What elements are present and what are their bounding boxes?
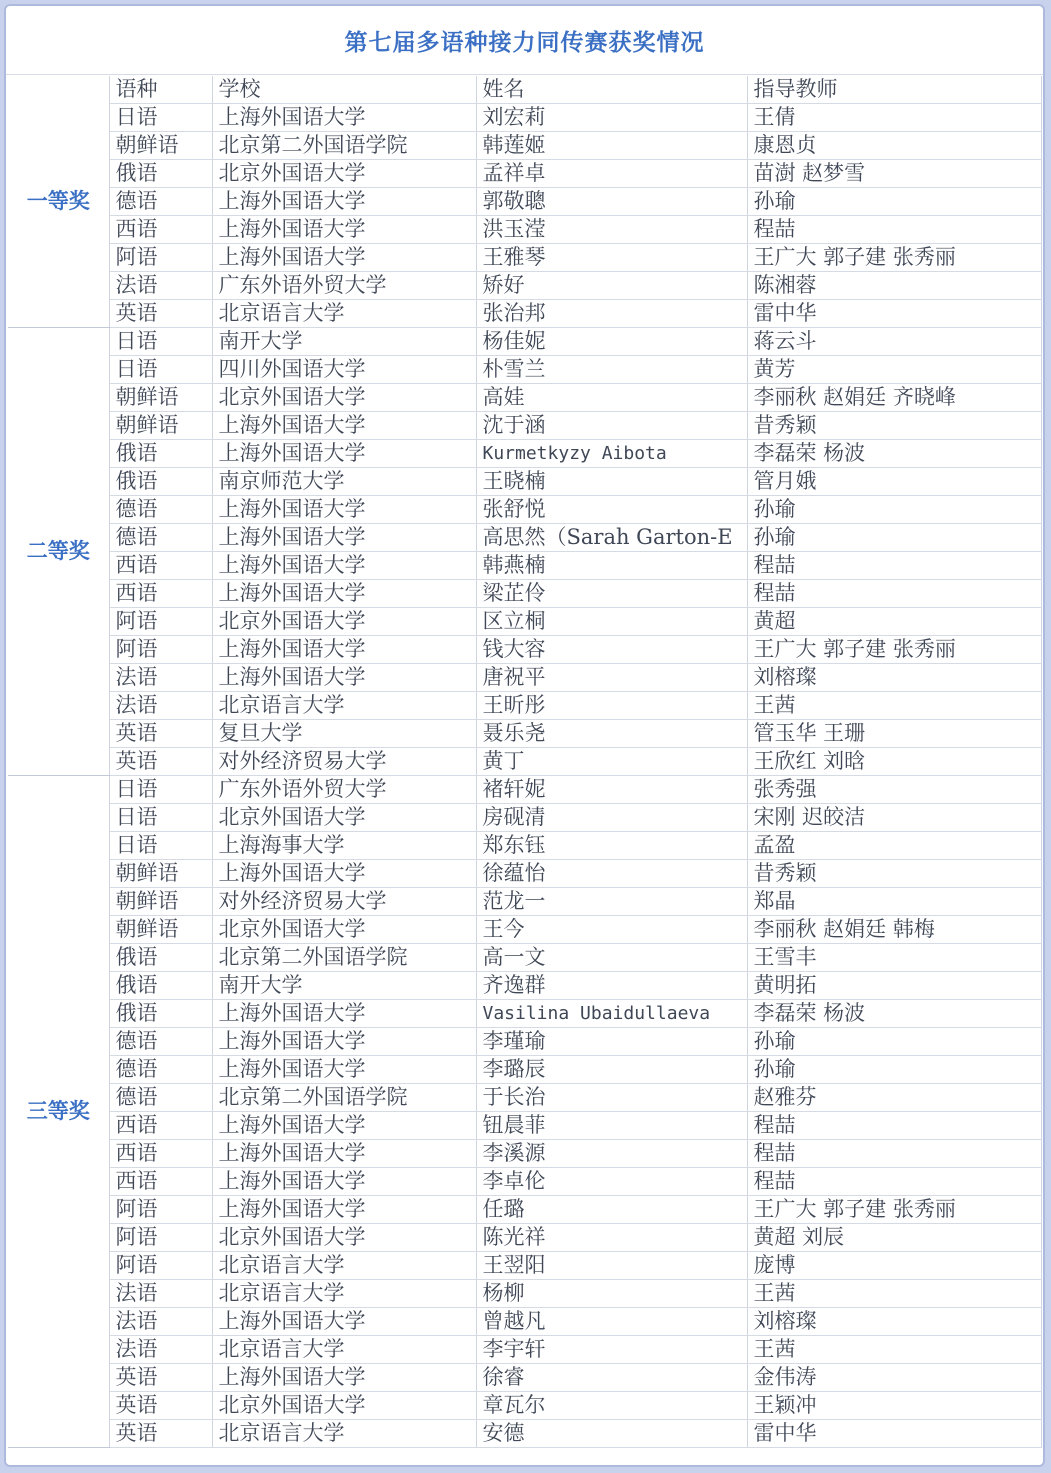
teacher-cell: 刘榕璨: [747, 664, 1041, 692]
language-cell: 日语: [109, 328, 212, 356]
school-cell: 北京外国语大学: [212, 160, 476, 188]
name-cell: 孟祥卓: [476, 160, 747, 188]
language-cell: 德语: [109, 1084, 212, 1112]
school-cell: 北京语言大学: [212, 1252, 476, 1280]
header-name: 姓名: [476, 76, 747, 104]
school-cell: 上海外国语大学: [212, 580, 476, 608]
table-row: [8, 1392, 1041, 1420]
table-row: [8, 720, 1041, 748]
table-row: [8, 888, 1041, 916]
language-cell: 俄语: [109, 440, 212, 468]
language-cell: 阿语: [109, 1224, 212, 1252]
school-cell: 上海外国语大学: [212, 1000, 476, 1028]
school-cell: 上海外国语大学: [212, 496, 476, 524]
awards-table: [8, 76, 1042, 1448]
table-row: [8, 1280, 1041, 1308]
table-row: [8, 132, 1041, 160]
school-cell: 上海外国语大学: [212, 1196, 476, 1224]
table-row: [8, 1000, 1041, 1028]
name-cell: 李瑾瑜: [476, 1028, 747, 1056]
table-row: [8, 1112, 1041, 1140]
language-cell: 阿语: [109, 636, 212, 664]
teacher-cell: 孟盈: [747, 832, 1041, 860]
table-row: [8, 216, 1041, 244]
table-row: [8, 608, 1041, 636]
name-cell: 王雅琴: [476, 244, 747, 272]
language-cell: 西语: [109, 1112, 212, 1140]
school-cell: 北京第二外国语学院: [212, 132, 476, 160]
school-cell: 北京语言大学: [212, 1280, 476, 1308]
teacher-cell: 程喆: [747, 580, 1041, 608]
language-cell: 阿语: [109, 608, 212, 636]
teacher-cell: 昔秀颖: [747, 860, 1041, 888]
language-cell: 英语: [109, 1364, 212, 1392]
teacher-cell: 蒋云斗: [747, 328, 1041, 356]
table-row: [8, 440, 1041, 468]
school-cell: 北京外国语大学: [212, 608, 476, 636]
teacher-cell: 王欣红 刘晗: [747, 748, 1041, 776]
language-cell: 西语: [109, 580, 212, 608]
name-cell: 安德: [476, 1420, 747, 1448]
table-row: [8, 580, 1041, 608]
name-cell: 钮晨菲: [476, 1112, 747, 1140]
name-cell: 刘宏莉: [476, 104, 747, 132]
name-cell: 张治邦: [476, 300, 747, 328]
teacher-cell: 程喆: [747, 1168, 1041, 1196]
teacher-cell: 王广大 郭子建 张秀丽: [747, 636, 1041, 664]
table-row: [8, 300, 1041, 328]
table-row: [8, 944, 1041, 972]
awards-table-body: [8, 76, 1041, 1448]
name-cell: 洪玉滢: [476, 216, 747, 244]
school-cell: 上海外国语大学: [212, 412, 476, 440]
table-row: [8, 692, 1041, 720]
name-cell: 王今: [476, 916, 747, 944]
name-cell: 褚轩妮: [476, 776, 747, 804]
language-cell: 德语: [109, 1028, 212, 1056]
school-cell: 北京语言大学: [212, 692, 476, 720]
table-row: [8, 1224, 1041, 1252]
teacher-cell: 雷中华: [747, 300, 1041, 328]
school-cell: 上海外国语大学: [212, 1168, 476, 1196]
name-cell: 韩燕楠: [476, 552, 747, 580]
name-cell: Kurmetkyzy Aibota: [476, 440, 747, 468]
school-cell: 上海外国语大学: [212, 1364, 476, 1392]
teacher-cell: 李磊荣 杨波: [747, 1000, 1041, 1028]
school-cell: 北京外国语大学: [212, 804, 476, 832]
name-cell: 陈光祥: [476, 1224, 747, 1252]
page-title: 第七届多语种接力同传赛获奖情况: [6, 6, 1043, 75]
table-row: [8, 328, 1041, 356]
header-language: 语种: [109, 76, 212, 104]
name-cell: 郭敬聰: [476, 188, 747, 216]
teacher-cell: 黄超 刘辰: [747, 1224, 1041, 1252]
table-row: [8, 272, 1041, 300]
school-cell: 北京语言大学: [212, 1420, 476, 1448]
school-cell: 北京外国语大学: [212, 916, 476, 944]
table-row: [8, 496, 1041, 524]
name-cell: 李溪源: [476, 1140, 747, 1168]
table-row: [8, 1056, 1041, 1084]
tier-label: 二等奖: [8, 328, 109, 776]
teacher-cell: 孙瑜: [747, 524, 1041, 552]
name-cell: 杨佳妮: [476, 328, 747, 356]
table-row: [8, 1028, 1041, 1056]
name-cell: 梁芷伶: [476, 580, 747, 608]
school-cell: 四川外国语大学: [212, 356, 476, 384]
school-cell: 上海外国语大学: [212, 1112, 476, 1140]
table-row: [8, 188, 1041, 216]
name-cell: 曾越凡: [476, 1308, 747, 1336]
teacher-cell: 郑晶: [747, 888, 1041, 916]
header-school: 学校: [212, 76, 476, 104]
language-cell: 朝鲜语: [109, 860, 212, 888]
school-cell: 北京外国语大学: [212, 1392, 476, 1420]
teacher-cell: 昔秀颖: [747, 412, 1041, 440]
school-cell: 北京第二外国语学院: [212, 944, 476, 972]
name-cell: 任璐: [476, 1196, 747, 1224]
table-row: [8, 356, 1041, 384]
teacher-cell: 李磊荣 杨波: [747, 440, 1041, 468]
school-cell: 北京语言大学: [212, 1336, 476, 1364]
school-cell: 北京语言大学: [212, 300, 476, 328]
table-row: [8, 384, 1041, 412]
language-cell: 俄语: [109, 160, 212, 188]
teacher-cell: 黄明拓: [747, 972, 1041, 1000]
table-row: [8, 832, 1041, 860]
table-row: [8, 1252, 1041, 1280]
teacher-cell: 管玉华 王珊: [747, 720, 1041, 748]
table-header-row: [8, 76, 1041, 104]
language-cell: 西语: [109, 1168, 212, 1196]
name-cell: 徐睿: [476, 1364, 747, 1392]
table-row: [8, 1168, 1041, 1196]
teacher-cell: 程喆: [747, 1140, 1041, 1168]
teacher-cell: 李丽秋 赵娟廷 齐晓峰: [747, 384, 1041, 412]
language-cell: 法语: [109, 1336, 212, 1364]
teacher-cell: 程喆: [747, 552, 1041, 580]
name-cell: 郑东钰: [476, 832, 747, 860]
teacher-cell: 康恩贞: [747, 132, 1041, 160]
name-cell: 韩莲姬: [476, 132, 747, 160]
school-cell: 上海外国语大学: [212, 216, 476, 244]
teacher-cell: 王雪丰: [747, 944, 1041, 972]
name-cell: 聂乐尧: [476, 720, 747, 748]
name-cell: 唐祝平: [476, 664, 747, 692]
language-cell: 西语: [109, 552, 212, 580]
language-cell: 俄语: [109, 944, 212, 972]
table-row: [8, 748, 1041, 776]
school-cell: 上海外国语大学: [212, 1056, 476, 1084]
table-row: [8, 468, 1041, 496]
language-cell: 英语: [109, 1392, 212, 1420]
school-cell: 上海外国语大学: [212, 664, 476, 692]
language-cell: 法语: [109, 692, 212, 720]
teacher-cell: 程喆: [747, 1112, 1041, 1140]
table-row: [8, 860, 1041, 888]
teacher-cell: 王广大 郭子建 张秀丽: [747, 244, 1041, 272]
school-cell: 上海外国语大学: [212, 1140, 476, 1168]
name-cell: 李宇轩: [476, 1336, 747, 1364]
teacher-cell: 金伟涛: [747, 1364, 1041, 1392]
language-cell: 法语: [109, 1280, 212, 1308]
teacher-cell: 张秀强: [747, 776, 1041, 804]
table-row: [8, 160, 1041, 188]
teacher-cell: 赵雅芬: [747, 1084, 1041, 1112]
table-row: [8, 1084, 1041, 1112]
name-cell: 高娃: [476, 384, 747, 412]
teacher-cell: 王茜: [747, 1280, 1041, 1308]
name-cell: 矫好: [476, 272, 747, 300]
language-cell: 德语: [109, 188, 212, 216]
language-cell: 朝鲜语: [109, 384, 212, 412]
teacher-cell: 黄芳: [747, 356, 1041, 384]
table-row: [8, 104, 1041, 132]
school-cell: 北京外国语大学: [212, 384, 476, 412]
school-cell: 南开大学: [212, 972, 476, 1000]
school-cell: 南开大学: [212, 328, 476, 356]
language-cell: 日语: [109, 356, 212, 384]
language-cell: 朝鲜语: [109, 916, 212, 944]
school-cell: 上海外国语大学: [212, 636, 476, 664]
language-cell: 阿语: [109, 1196, 212, 1224]
teacher-cell: 雷中华: [747, 1420, 1041, 1448]
school-cell: 对外经济贸易大学: [212, 748, 476, 776]
header-teacher: 指导教师: [747, 76, 1041, 104]
school-cell: 广东外语外贸大学: [212, 272, 476, 300]
teacher-cell: 程喆: [747, 216, 1041, 244]
name-cell: 区立桐: [476, 608, 747, 636]
school-cell: 北京第二外国语学院: [212, 1084, 476, 1112]
language-cell: 阿语: [109, 244, 212, 272]
language-cell: 法语: [109, 664, 212, 692]
name-cell: 沈于涵: [476, 412, 747, 440]
document-frame: [4, 4, 1045, 1467]
school-cell: 上海外国语大学: [212, 188, 476, 216]
teacher-cell: 庞博: [747, 1252, 1041, 1280]
name-cell: 徐蕴怡: [476, 860, 747, 888]
school-cell: 上海外国语大学: [212, 552, 476, 580]
teacher-cell: 王茜: [747, 1336, 1041, 1364]
table-row: [8, 1196, 1041, 1224]
table-row: [8, 776, 1041, 804]
language-cell: 西语: [109, 216, 212, 244]
table-row: [8, 804, 1041, 832]
table-row: [8, 1364, 1041, 1392]
school-cell: 上海外国语大学: [212, 1028, 476, 1056]
table-row: [8, 1420, 1041, 1448]
language-cell: 俄语: [109, 1000, 212, 1028]
table-row: [8, 524, 1041, 552]
name-cell: 于长治: [476, 1084, 747, 1112]
teacher-cell: 刘榕璨: [747, 1308, 1041, 1336]
teacher-cell: 黄超: [747, 608, 1041, 636]
language-cell: 日语: [109, 832, 212, 860]
teacher-cell: 宋刚 迟皎洁: [747, 804, 1041, 832]
table-row: [8, 1140, 1041, 1168]
table-row: [8, 664, 1041, 692]
school-cell: 上海外国语大学: [212, 1308, 476, 1336]
language-cell: 英语: [109, 720, 212, 748]
language-cell: 朝鲜语: [109, 132, 212, 160]
language-cell: 英语: [109, 300, 212, 328]
table-row: [8, 972, 1041, 1000]
language-cell: 法语: [109, 1308, 212, 1336]
table-row: [8, 1308, 1041, 1336]
language-cell: 朝鲜语: [109, 888, 212, 916]
teacher-cell: 陈湘蓉: [747, 272, 1041, 300]
teacher-cell: 管月娥: [747, 468, 1041, 496]
name-cell: 朴雪兰: [476, 356, 747, 384]
language-cell: 俄语: [109, 468, 212, 496]
name-cell: 王翌阳: [476, 1252, 747, 1280]
school-cell: 北京外国语大学: [212, 1224, 476, 1252]
teacher-cell: 李丽秋 赵娟廷 韩梅: [747, 916, 1041, 944]
name-cell: 高一文: [476, 944, 747, 972]
name-cell: Vasilina Ubaidullaeva: [476, 1000, 747, 1028]
name-cell: 范龙一: [476, 888, 747, 916]
name-cell: 王昕彤: [476, 692, 747, 720]
tier-label: 一等奖: [8, 76, 109, 328]
school-cell: 上海外国语大学: [212, 860, 476, 888]
teacher-cell: 王茜: [747, 692, 1041, 720]
school-cell: 上海外国语大学: [212, 440, 476, 468]
language-cell: 德语: [109, 524, 212, 552]
school-cell: 上海外国语大学: [212, 104, 476, 132]
language-cell: 俄语: [109, 972, 212, 1000]
name-cell: 齐逸群: [476, 972, 747, 1000]
teacher-cell: 王颖冲: [747, 1392, 1041, 1420]
school-cell: 广东外语外贸大学: [212, 776, 476, 804]
school-cell: 复旦大学: [212, 720, 476, 748]
language-cell: 日语: [109, 776, 212, 804]
table-row: [8, 636, 1041, 664]
table-row: [8, 244, 1041, 272]
name-cell: 王晓楠: [476, 468, 747, 496]
language-cell: 英语: [109, 748, 212, 776]
language-cell: 英语: [109, 1420, 212, 1448]
language-cell: 朝鲜语: [109, 412, 212, 440]
language-cell: 日语: [109, 804, 212, 832]
name-cell: 房砚清: [476, 804, 747, 832]
name-cell: 张舒悦: [476, 496, 747, 524]
name-cell: 钱大容: [476, 636, 747, 664]
teacher-cell: 王广大 郭子建 张秀丽: [747, 1196, 1041, 1224]
school-cell: 上海海事大学: [212, 832, 476, 860]
school-cell: 对外经济贸易大学: [212, 888, 476, 916]
teacher-cell: 孙瑜: [747, 1028, 1041, 1056]
language-cell: 西语: [109, 1140, 212, 1168]
tier-label: 三等奖: [8, 776, 109, 1448]
table-row: [8, 552, 1041, 580]
name-cell: 章瓦尔: [476, 1392, 747, 1420]
table-row: [8, 1336, 1041, 1364]
language-cell: 日语: [109, 104, 212, 132]
teacher-cell: 孙瑜: [747, 496, 1041, 524]
school-cell: 上海外国语大学: [212, 244, 476, 272]
name-cell: 杨柳: [476, 1280, 747, 1308]
table-row: [8, 916, 1041, 944]
name-cell: 黄丁: [476, 748, 747, 776]
language-cell: 阿语: [109, 1252, 212, 1280]
teacher-cell: 孙瑜: [747, 1056, 1041, 1084]
name-cell: 李卓伦: [476, 1168, 747, 1196]
name-cell: 李璐辰: [476, 1056, 747, 1084]
school-cell: 南京师范大学: [212, 468, 476, 496]
school-cell: 上海外国语大学: [212, 524, 476, 552]
name-cell: 高思然（Sarah Garton-E: [476, 524, 747, 552]
language-cell: 法语: [109, 272, 212, 300]
teacher-cell: 王倩: [747, 104, 1041, 132]
teacher-cell: 苗澍 赵梦雪: [747, 160, 1041, 188]
teacher-cell: 孙瑜: [747, 188, 1041, 216]
language-cell: 德语: [109, 496, 212, 524]
language-cell: 德语: [109, 1056, 212, 1084]
table-row: [8, 412, 1041, 440]
